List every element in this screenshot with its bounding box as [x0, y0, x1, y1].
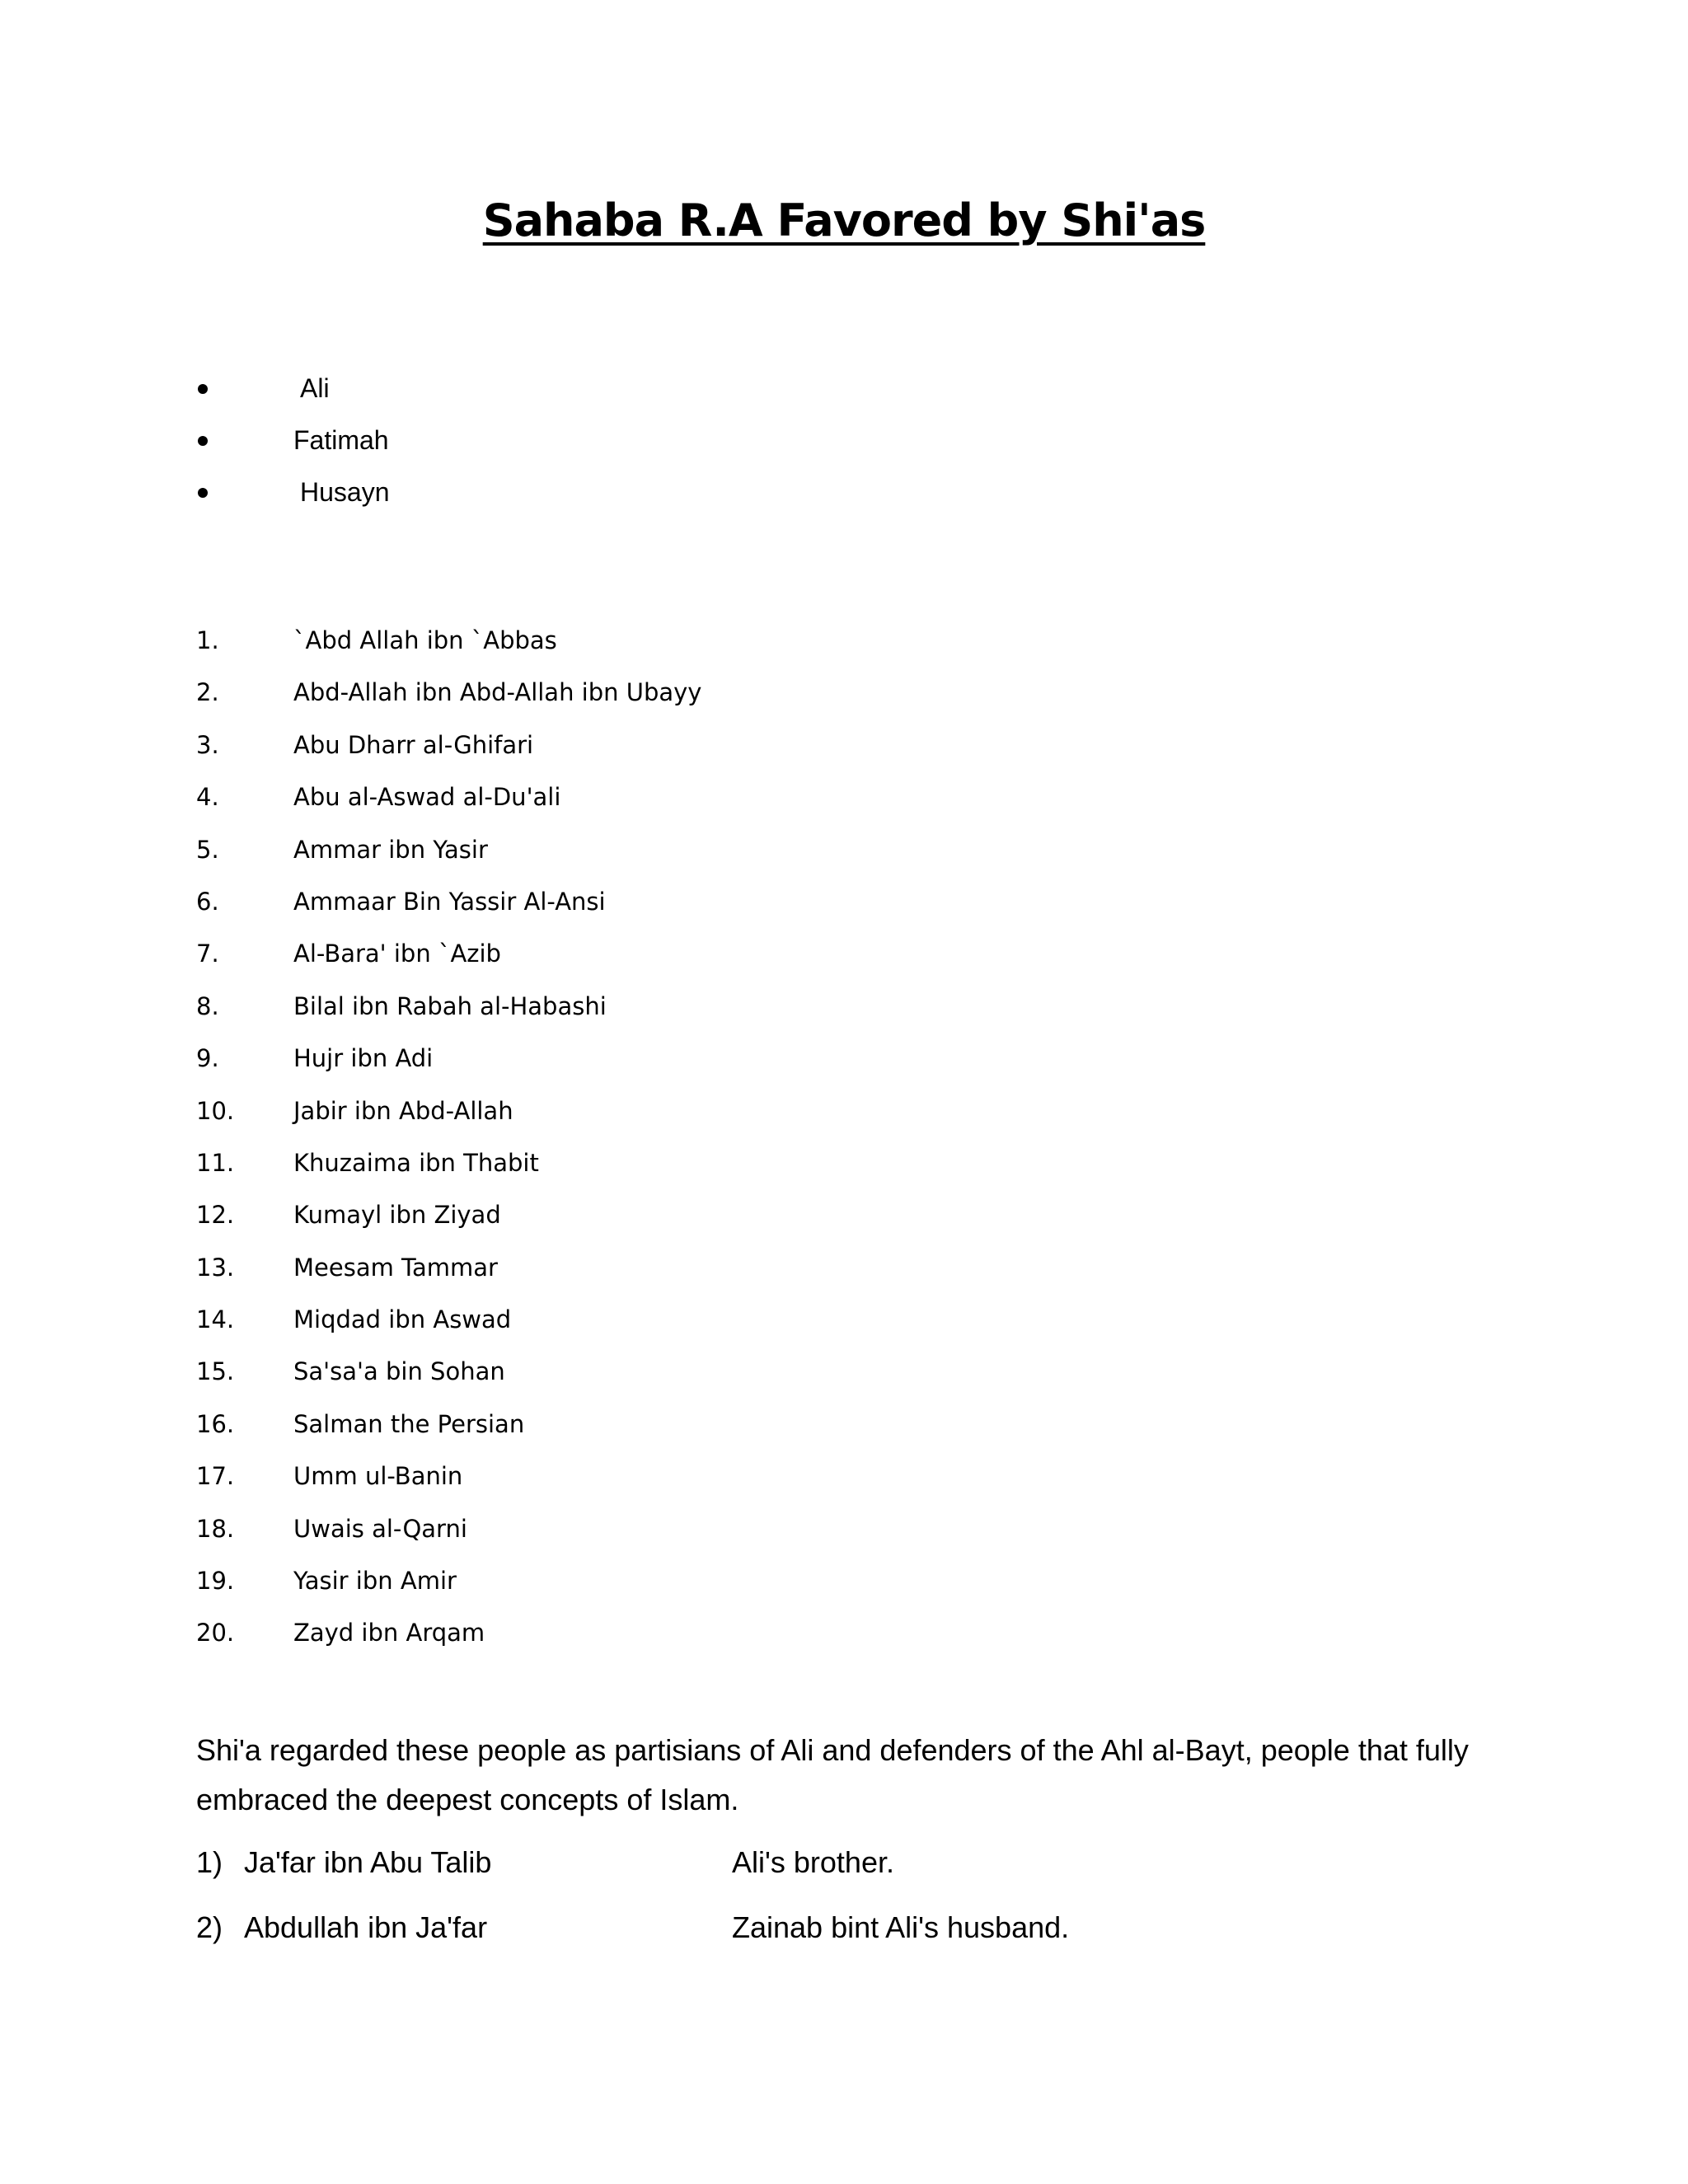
list-number: 11. [196, 1148, 235, 1177]
list-number: 5. [196, 835, 219, 864]
list-number: 1. [196, 626, 219, 654]
list-text: Abu al-Aswad al-Du'ali [293, 783, 561, 812]
list-number: 19. [196, 1567, 235, 1596]
list-number: 14. [196, 1305, 235, 1334]
bullet-text: Ali [300, 373, 330, 403]
list-text: Sa'sa'a bin Sohan [293, 1357, 505, 1386]
list-number: 9. [196, 1044, 219, 1073]
list-number: 13. [196, 1253, 235, 1282]
list-text: Bilal ibn Rabah al-Habashi [293, 991, 607, 1020]
list-text: Miqdad ibn Aswad [293, 1305, 512, 1334]
list-number: 3. [196, 730, 219, 759]
relative-number: 1) [196, 1845, 223, 1879]
list-number: 20. [196, 1619, 235, 1647]
list-number: 16. [196, 1409, 235, 1438]
bullet-icon [198, 384, 208, 394]
list-number: 17. [196, 1462, 235, 1491]
list-text: `Abd Allah ibn `Abbas [293, 626, 557, 654]
list-number: 15. [196, 1357, 235, 1386]
list-text: Salman the Persian [293, 1409, 525, 1438]
relative-row [196, 1838, 1482, 1887]
list-text: Hujr ibn Adi [293, 1044, 434, 1073]
list-number: 18. [196, 1514, 235, 1543]
list-text: Abu Dharr al-Ghifari [293, 730, 534, 759]
list-text: Ammaar Bin Yassir Al-Ansi [293, 887, 606, 916]
relative-row [196, 1903, 1482, 1952]
list-text: Al-Bara' ibn `Azib [293, 940, 501, 968]
list-text: Kumayl ibn Ziyad [293, 1201, 501, 1230]
page-title: Sahaba R.A Favored by Shi'as [482, 194, 1206, 246]
list-text: Abd-Allah ibn Abd-Allah ibn Ubayy [293, 678, 702, 707]
list-text: Meesam Tammar [293, 1253, 498, 1282]
list-text: Uwais al-Qarni [293, 1514, 467, 1543]
bullet-text: Husayn [300, 477, 390, 507]
list-number: 6. [196, 887, 219, 916]
relative-number: 2) [196, 1910, 223, 1944]
list-number: 10. [196, 1096, 235, 1125]
description-paragraph: Shi'a regarded these people as partisians of Ali and defenders of the Ahl al-Bayt, people that fully embraced the deepest concepts of Islam. [196, 1733, 1469, 1816]
list-text: Yasir ibn Amir [293, 1567, 457, 1596]
bullet-icon [198, 436, 208, 446]
relative-description: Zainab bint Ali's husband. [732, 1910, 1070, 1944]
bullet-text: Fatimah [293, 425, 389, 455]
relative-name: Abdullah ibn Ja'far [244, 1910, 488, 1944]
list-text: Jabir ibn Abd-Allah [293, 1096, 513, 1125]
relative-description: Ali's brother. [732, 1845, 894, 1879]
list-text: Ammar ibn Yasir [293, 835, 488, 864]
list-number: 2. [196, 678, 219, 707]
list-text: Zayd ibn Arqam [293, 1619, 485, 1647]
list-number: 12. [196, 1201, 235, 1230]
relative-name: Ja'far ibn Abu Talib [244, 1845, 492, 1879]
list-number: 7. [196, 940, 219, 968]
list-text: Khuzaima ibn Thabit [293, 1148, 539, 1177]
list-number: 8. [196, 991, 219, 1020]
bullet-icon [198, 488, 208, 498]
list-number: 4. [196, 783, 219, 812]
list-text: Umm ul-Banin [293, 1462, 463, 1491]
